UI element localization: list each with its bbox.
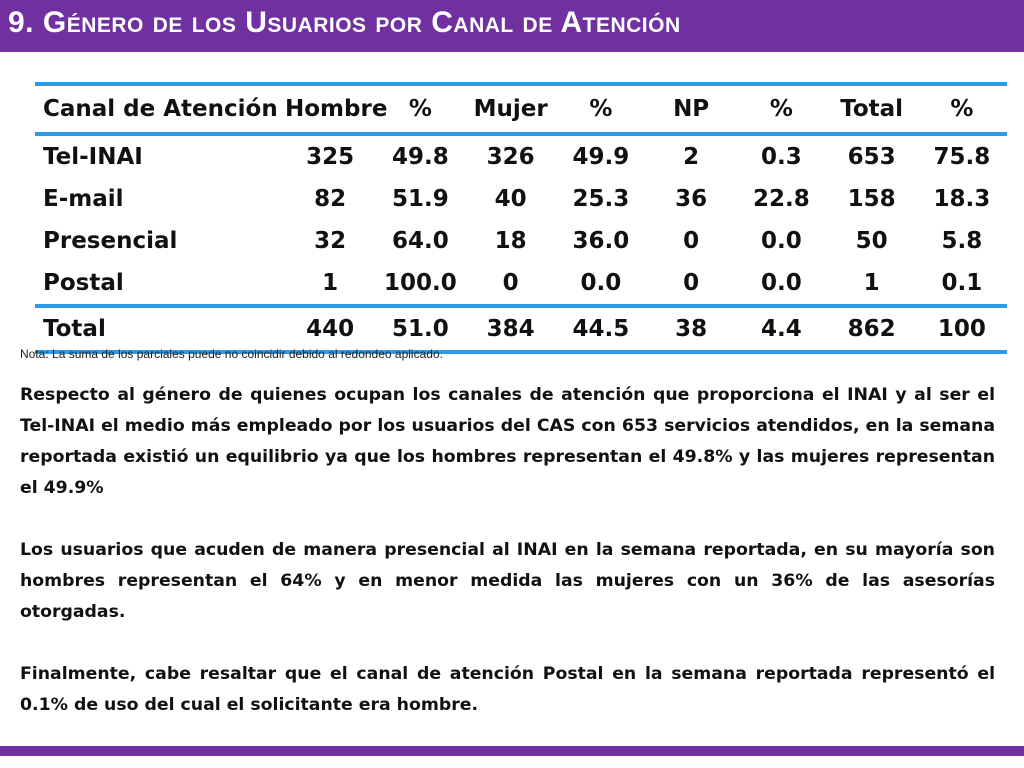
cell-value: 100.0 bbox=[383, 270, 457, 296]
cell-total-value: 4.4 bbox=[761, 316, 802, 342]
cell-value: 0.0 bbox=[580, 270, 622, 296]
body-text bbox=[20, 380, 995, 721]
cell-total-value: 384 bbox=[486, 316, 535, 342]
cell-value: 0.0 bbox=[761, 270, 802, 296]
header-np: NP bbox=[673, 96, 710, 122]
paragraph: Finalmente, cabe resaltar que el canal de atención Postal en la semana reportada representó el 0.1% de uso del cual el solicitante era hombre. bbox=[20, 664, 995, 715]
bottom-bar bbox=[0, 746, 1024, 756]
cell-value: 2 bbox=[683, 144, 700, 170]
cell-total-value: 44.5 bbox=[572, 316, 630, 342]
header-np-pct: % bbox=[769, 96, 793, 122]
header-hombre-pct: % bbox=[408, 96, 432, 122]
cell-value: 0 bbox=[683, 270, 700, 296]
cell-value: 5.8 bbox=[941, 228, 983, 254]
table-row bbox=[35, 262, 1007, 306]
cell-value: 18 bbox=[494, 228, 527, 254]
header-mujer: Mujer bbox=[473, 96, 548, 122]
cell-value: 22.8 bbox=[753, 186, 810, 212]
cell-total-value: 100 bbox=[937, 316, 986, 342]
slide-title: 9. Género de los Usuarios por Canal de Atención bbox=[8, 6, 681, 39]
cell-channel: Presencial bbox=[43, 228, 178, 254]
cell-value: 1 bbox=[322, 270, 339, 296]
cell-value: 0 bbox=[502, 270, 519, 296]
table-header-row bbox=[35, 84, 1007, 134]
cell-value: 325 bbox=[306, 144, 355, 170]
paragraph: Respecto al género de quienes ocupan los canales de atención que proporciona el INAI y al ser el Tel-INAI el medio más empleado por los usuarios del CAS con 653 servicios atendidos, en la semana reportada existió un equilibrio ya que los hombres representan el 49.8% y las mujeres representan el 49.9% bbox=[20, 385, 995, 498]
title-bar bbox=[0, 0, 1024, 52]
paragraph: Los usuarios que acuden de manera presencial al INAI en la semana reportada, en su mayoría son hombres representan el 64% y en menor medida las mujeres con un 36% de las asesorías otorgadas. bbox=[20, 540, 995, 622]
cell-value: 25.3 bbox=[572, 186, 630, 212]
cell-value: 50 bbox=[855, 228, 888, 254]
cell-channel: E-mail bbox=[43, 186, 124, 212]
header-total: Total bbox=[840, 96, 904, 122]
header-hombre: Hombre bbox=[285, 96, 388, 122]
cell-value: 0 bbox=[683, 228, 700, 254]
cell-value: 32 bbox=[314, 228, 347, 254]
table-row bbox=[35, 178, 1007, 220]
cell-total-label: Total bbox=[43, 316, 106, 342]
cell-value: 18.3 bbox=[933, 186, 991, 212]
table-row bbox=[35, 220, 1007, 262]
cell-value: 75.8 bbox=[933, 144, 991, 170]
table-total-row bbox=[35, 306, 1007, 352]
cell-value: 0.0 bbox=[761, 228, 802, 254]
cell-value: 36 bbox=[675, 186, 708, 212]
cell-value: 0.1 bbox=[941, 270, 983, 296]
header-total-pct: % bbox=[950, 96, 974, 122]
cell-total-value: 51.0 bbox=[392, 316, 449, 342]
cell-channel: Tel-INAI bbox=[43, 144, 143, 170]
cell-value: 326 bbox=[486, 144, 535, 170]
cell-value: 36.0 bbox=[572, 228, 630, 254]
cell-total-value: 440 bbox=[306, 316, 355, 342]
cell-value: 64.0 bbox=[392, 228, 449, 254]
cell-value: 1 bbox=[863, 270, 880, 296]
gender-by-channel-table bbox=[35, 82, 1007, 354]
cell-channel: Postal bbox=[43, 270, 124, 296]
cell-total-value: 862 bbox=[847, 316, 896, 342]
cell-value: 49.9 bbox=[572, 144, 630, 170]
cell-value: 0.3 bbox=[761, 144, 802, 170]
cell-value: 158 bbox=[847, 186, 896, 212]
table-container bbox=[35, 82, 1007, 354]
cell-total-value: 38 bbox=[675, 316, 708, 342]
header-canal: Canal de Atención bbox=[43, 96, 278, 122]
cell-value: 51.9 bbox=[392, 186, 449, 212]
cell-value: 82 bbox=[314, 186, 347, 212]
table-row bbox=[35, 134, 1007, 178]
cell-value: 653 bbox=[847, 144, 896, 170]
header-mujer-pct: % bbox=[589, 96, 613, 122]
table-note: Nota: La suma de los parciales puede no coincidir debido al redondeo aplicado. bbox=[20, 347, 443, 361]
cell-value: 49.8 bbox=[392, 144, 449, 170]
cell-value: 40 bbox=[494, 186, 527, 212]
